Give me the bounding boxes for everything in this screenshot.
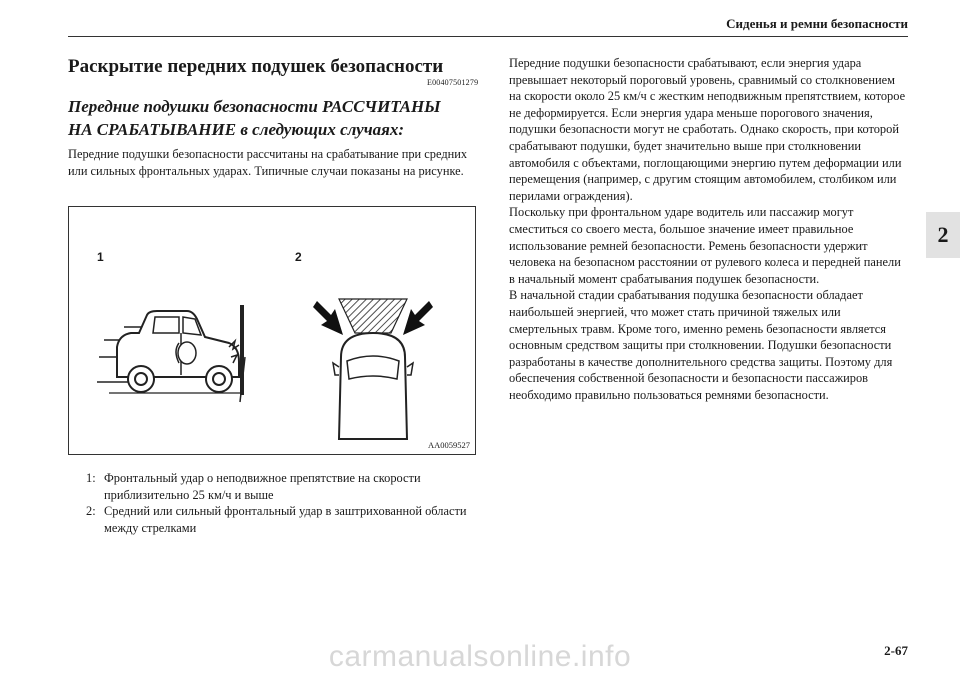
caption-number: 2: [86,504,96,518]
body-paragraph: В начальной стадии срабатывания подушка безопасности обладает наибольшей энергией, что может стать причиной тяжелых или смертельных травм. Кроме того, именно ремень безопасности является основным средством защиты при столкновении. Подушки безопасности разработаны в качестве дополнительного средства защиты. Поэтому для обеспечения собственной безопасности и безопасности пассажиров необходимо правильно пользоваться ремнями безопасности. [509,288,893,402]
figure-label-2: 2 [295,250,302,264]
running-header: Сиденья и ремни безопасности [726,16,908,31]
frontal-zone-drawing [313,299,433,439]
caption-item [86,503,476,536]
section-title: Раскрытие передних подушек безопасности [68,56,444,77]
caption-text: Средний или сильный фронтальный удар в заштрихованной области между стрелками [104,504,467,535]
header-rule [68,36,908,37]
watermark: carmanualsonline.info [328,640,632,673]
intro-paragraph: Передние подушки безопасности рассчитаны на срабатывание при средних или сильных фронтальных ударах. Типичные случаи показаны на рисунке. [68,147,468,178]
subsection-title: Передние подушки безопасности РАССЧИТАНЫ НА СРАБАТЫВАНИЕ в следующих случаях: [68,97,441,139]
caption-text: Фронтальный удар о неподвижное препятствие на скорости приблизительно 25 км/ч и выше [104,471,421,502]
figure-code: AA0059527 [427,440,470,450]
airbag-deployment-figure [68,206,476,455]
body-paragraph: Передние подушки безопасности срабатывают, если энергия удара превышает некоторый пороговый уровень, сравнимый со столкновением на скорости около 25 км/ч с жестким неподвижным препятствием, которое не деформируется. Если энергия удара меньше порогового значения, подушки безопасности могут не сработать. Однако скорость, при которой срабатывают подушки, будет значительно выше при столкновении автомобиля с объектами, поглощающими энергию путем деформации или перемещения (например, с другим стоящим автомобилем, столбиком или перилами ограждения). [509,56,906,203]
crash-illustration [69,207,477,456]
figure-label-1: 1 [97,250,104,264]
right-column-text [509,55,909,403]
caption-number: 1: [86,471,96,485]
body-paragraph: Поскольку при фронтальном ударе водитель или пассажир могут сместиться со своего места, большое значение имеет правильное использование ремней безопасности. Ремень безопасности удержит человека на безопасном расстоянии от рулевого колеса и передней панели в начальный момент срабатывания подушек безопасности. [509,205,901,286]
chapter-tab: 2 [926,212,960,258]
figure-captions [86,470,476,536]
caption-item [86,470,476,503]
page-number: 2-67 [884,643,908,658]
document-code: E00407501279 [427,78,479,87]
suv-crash-drawing [97,305,245,402]
